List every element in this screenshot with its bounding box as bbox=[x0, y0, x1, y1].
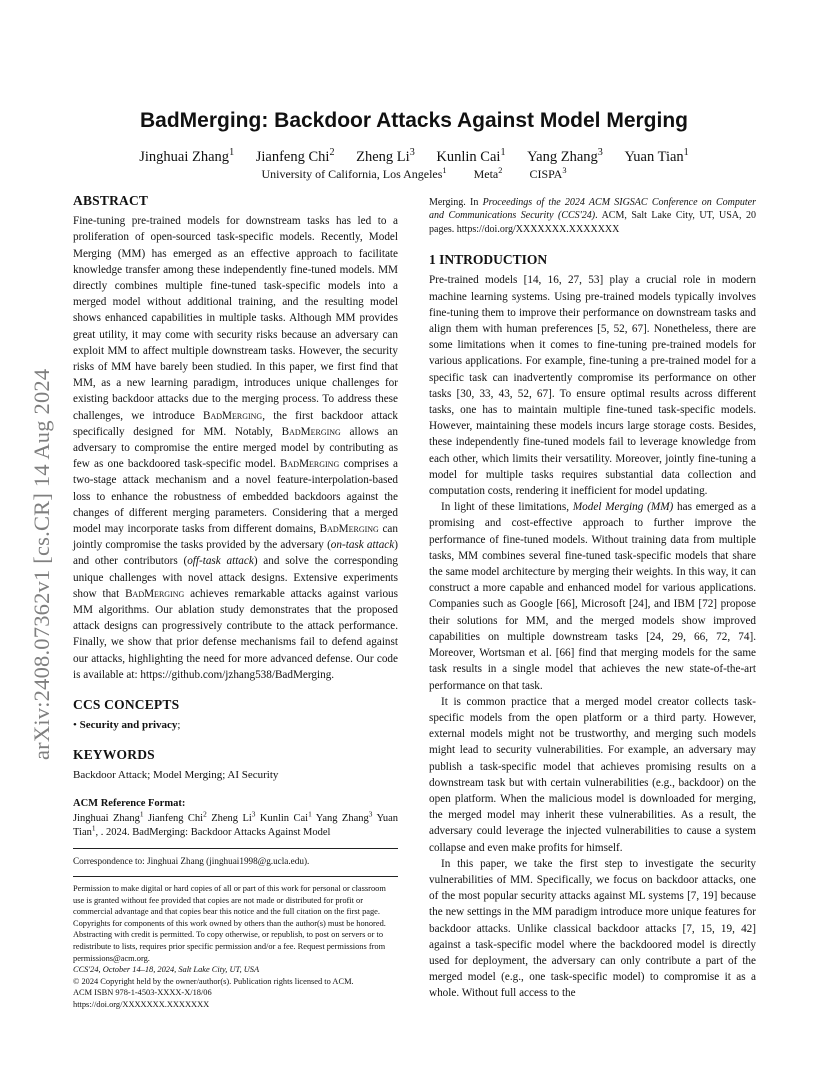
abstract-text: Fine-tuning pre-trained models for downstream tasks has led to a proliferation of open-sourced task-specific models. Recently, Model Merging (MM) has emerged as an effective approach to facilitate knowledge transfer among these independently fine-tuned models. MM directly combines multiple fine-tuned task-specific models into a merged model without additional training, and the resulting model shows enhanced capabilities in multiple tasks. Although MM provides great utility, it may come with security risks because an adversary can exploit MM to affect multiple downstream tasks. However, the security risks of MM have barely been studied. In this paper, we first find that MM, as a new learning paradigm, introduces unique challenges for existing backdoor attacks due to the merging process. To address these challenges, we introduce BadMerging, the first backdoor attack specifically designed for MM. Notably, BadMerging allows an adversary to compromise the entire merged model by contributing as few as one backdoored task-specific model. BadMerging comprises a two-stage attack mechanism and a novel feature-interpolation-based loss to enhance the robustness of embedded backdoors against the changes of different merging parameters. Considering that a merged model may incorporate tasks from different domains, BadMerging can jointly compromise the tasks provided by the adversary (on-task attack) and other contributors (off-task attack) and solve the corresponding unique challenges with novel attack designs. Extensive experiments show that BadMerging achieves remarkable attacks against various MM algorithms. Our ablation study demonstrates that the proposed attack designs can progressively contribute to the attack performance. Finally, we show that prior defense mechanisms fail to defend against our attacks, highlighting the need for more advanced defense. Our code is available at: https://github.com/jzhang538/BadMerging. bbox=[73, 215, 398, 681]
intro-paragraph: In light of these limitations, Model Merging (MM) has emerged as a promising and cost-effective approach to further improve the performance of fine-tuned models. Without training data from multiple tasks, MM combines several fine-tuned task-specific models that share the same model architecture by merging their weights. In this way, it can construct a more capable and enhanced model for various applications. Companies such as Google [66], Microsoft [24], and IBM [72] propose their solutions for MM, and the merged models show improved capabilities on multiple downstream tasks [24, 29, 66, 72, 74]. Moreover, Wortsman et al. [66] find that merging models for the same task results in a single model that achieves the new state-of-the-art performance on that task. bbox=[429, 501, 756, 692]
permission-notice: Permission to make digital or hard copies of all or part of this work for personal or classroom use is granted without fee provided that copies are not made or distributed for profit or commercial advantage and that copies bear this notice and the full citation on the first page. Copyrights for components of this work owned by others than the author(s) must be honored. Abstracting with credit is permitted. To copy otherwise, or republish, to post on servers or to redistribute to lists, requires prior specific permission and/or a fee. Request permissions from permissions@acm.org. bbox=[73, 884, 386, 963]
affiliation-list bbox=[0, 167, 828, 182]
acm-reference-label: ACM Reference Format: bbox=[73, 797, 186, 809]
author: Kunlin Cai$^1$ bbox=[436, 147, 506, 165]
left-column bbox=[73, 193, 398, 1011]
author: Zheng Li$^3$ bbox=[356, 147, 415, 165]
right-column bbox=[429, 196, 756, 1002]
isbn: ACM ISBN 978-1-4503-XXXX-X/18/06 bbox=[73, 988, 212, 998]
author-list bbox=[0, 149, 828, 166]
author: Yang Zhang$^3$ bbox=[527, 147, 603, 165]
ccs-concept: • Security and privacy; bbox=[73, 719, 181, 732]
introduction-heading: 1 INTRODUCTION bbox=[429, 252, 548, 268]
abstract-heading: ABSTRACT bbox=[73, 193, 149, 208]
arxiv-stamp-text: arXiv:2408.07362v1 [cs.CR] 14 Aug 2024 bbox=[29, 368, 54, 760]
affiliation: Meta$^2$ bbox=[473, 166, 503, 181]
keywords-heading: KEYWORDS bbox=[73, 746, 155, 762]
paper-title: BadMerging: Backdoor Attacks Against Model Merging bbox=[140, 109, 688, 132]
keywords-text: Backdoor Attack; Model Merging; AI Security bbox=[73, 768, 279, 781]
divider bbox=[73, 848, 398, 849]
affiliation: CISPA$^3$ bbox=[529, 166, 567, 181]
intro-paragraph: In this paper, we take the first step to investigate the security vulnerabilities of MM. Specifically, we focus on backdoor attacks, one of the most popular security attacks against ML systems [7, 19] because the new settings in the MM paradigm introduce more unique features for backdoor attacks. Unlike classical backdoor attacks [7, 15, 19, 42] against a task-specific model where the backdoored model is directly used for deployment, the adversary can only contribute a part of the merged model (e.g., one task-specific model) to compromise it as a whole. Without full access to the bbox=[429, 857, 756, 1000]
affiliation: University of California, Los Angeles$^1$ bbox=[261, 166, 447, 181]
correspondence-note: Correspondence to: Jinghuai Zhang (jinghuai1998@g.ucla.edu). bbox=[73, 856, 310, 867]
acm-reference-text: Jinghuai Zhang$^1$ Jianfeng Chi$^2$ Zheng Li$^3$ Kunlin Cai$^1$ Yang Zhang$^3$ Yuan Tian$^1$, . 2024. BadMerging: Backdoor Attacks Against Model bbox=[73, 809, 399, 839]
author: Yuan Tian$^1$ bbox=[624, 147, 689, 165]
conference-info: CCS'24, October 14–18, 2024, Salt Lake City, UT, USA bbox=[73, 965, 260, 975]
author: Jinghuai Zhang$^1$ bbox=[139, 147, 235, 165]
copyright-notice: © 2024 Copyright held by the owner/author(s). Publication rights licensed to ACM. bbox=[73, 976, 354, 986]
author: Jianfeng Chi$^2$ bbox=[255, 147, 335, 165]
intro-paragraph: Pre-trained models [14, 16, 27, 53] play a crucial role in modern machine learning systems. Using pre-trained models typically involves fine-tuning them to improve their performance on downstream tasks and align them with human preferences [5, 52, 67]. Nonetheless, there are some limitations when it comes to fine-tuning pre-trained models for various applications. For example, fine-tuning a pre-trained model for a specific task can inadvertently compromise its performance on other tasks [30, 33, 43, 52, 67]. To ensure optimal results across different tasks, one has to maintain multiple fine-tuned task-specific models. However, maintaining these models incurs large storage costs. Besides, these independently fine-tuned models fail to leverage knowledge from each other, which limits their versatility. Moreover, jointly fine-tuning a model for multiple tasks requires substantial data collection and computation costs, rendering it inefficient for model updating. bbox=[429, 274, 756, 498]
intro-paragraph: It is common practice that a merged model creator collects task-specific models from the open platform or a third party. However, external models might not be trustworthy, and merging such models might lead to security vulnerabilities. For example, an adversary may publish a task-specific model that achieves promising results on a downstream task but with certain vulnerabilities (e.g., backdoor) on the open platform. When the malicious model is downloaded for merging, the merged model may inherit these vulnerabilities. As a result, the adversary could leverage the injected vulnerabilities to cause a system collapse and even make profits for himself. bbox=[429, 695, 756, 854]
doi: https://doi.org/XXXXXXX.XXXXXXX bbox=[73, 1000, 210, 1010]
divider bbox=[73, 876, 398, 877]
ccs-heading: CCS CONCEPTS bbox=[73, 697, 180, 713]
reference-continuation: Merging. In Proceedings of the 2024 ACM SIGSAC Conference on Computer and Communications Security (CCS'24). ACM, Salt Lake City, UT, USA, 20 pages. https://doi.org/XXXXXXX.XXXXXXX bbox=[429, 197, 757, 235]
arxiv-stamp bbox=[22, 280, 62, 760]
